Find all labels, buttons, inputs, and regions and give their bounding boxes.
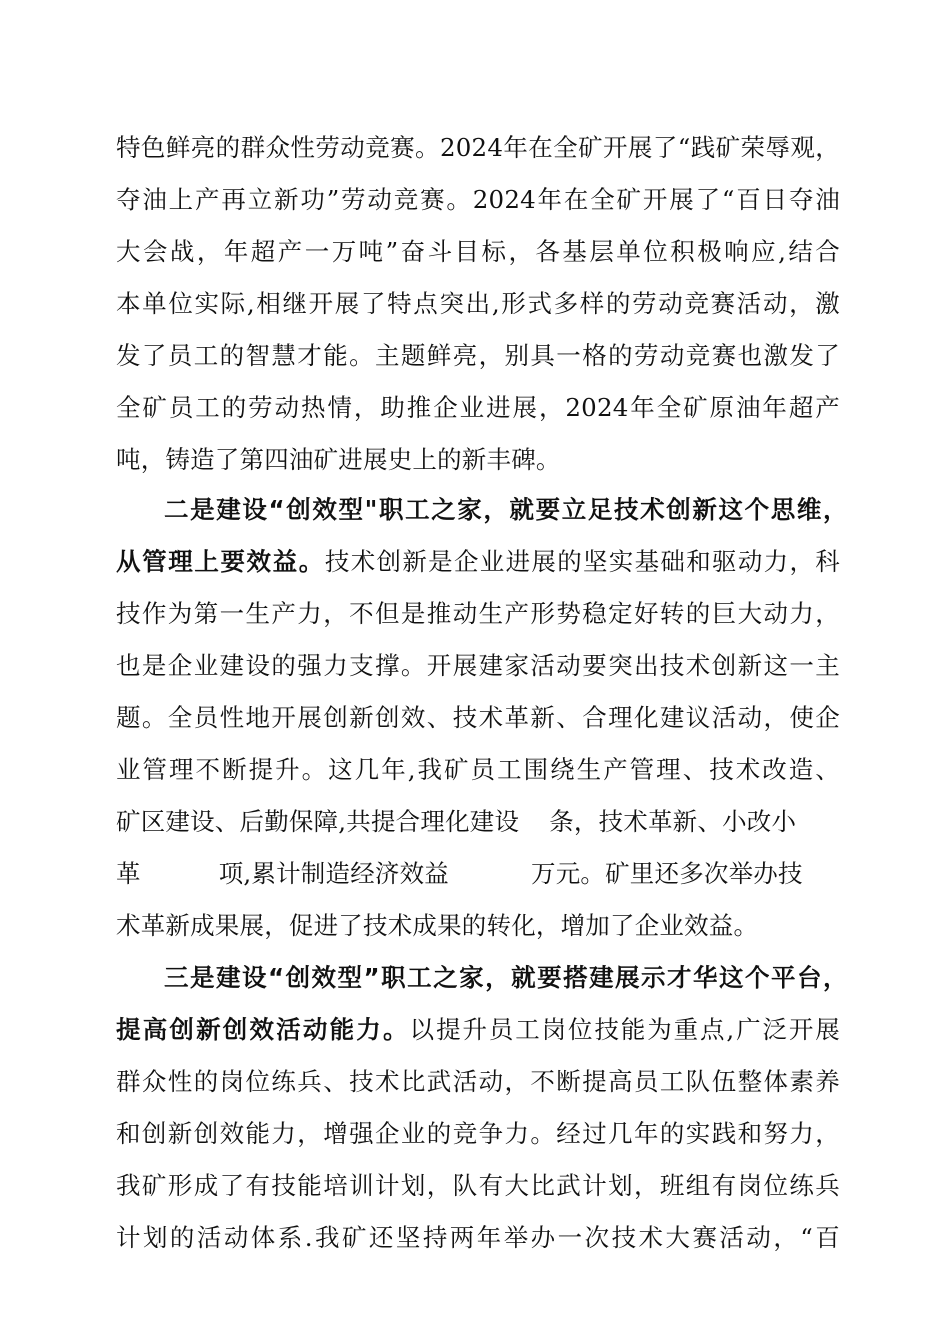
paragraph-1-line-7: 吨，铸造了第四油矿进展史上的新丰碑。 [116, 445, 561, 474]
paragraph-2-line-9: 术革新成果展，促进了技术成果的转化，增加了企业效益。 [116, 911, 759, 940]
paragraph-2-line-5: 题。全员性地开展创新创效、技术革新、合理化建议活动，使企 [116, 703, 840, 732]
paragraph-3-heading-line-1: 三是建设“创效型”职工之家，就要搭建展示才华这个平台， [164, 963, 848, 992]
paragraph-3-heading-line-2: 提高创新创效活动能力。 [116, 1015, 410, 1044]
paragraph-1-line-2: 夺油上产再立新功”劳动竞赛。2024年在全矿开展了“百日夺油 [116, 185, 840, 214]
paragraph-2-line-2 [116, 542, 840, 582]
paragraph-2-line-7-part-b: 条，技术革新、小改小 [549, 807, 797, 836]
paragraph-1-line-6: 全矿员工的劳动热情，助推企业进展，2024年全矿原油年超产 [116, 393, 840, 422]
paragraph-2-heading-line-1: 二是建设“创效型"职工之家，就要立足技术创新这个思维， [164, 495, 848, 524]
paragraph-3-line-2-text: 以提升员工岗位技能为重点,广泛开展 [409, 1015, 841, 1044]
paragraph-1-line-3: 大会战，年超产一万吨”奋斗目标，各基层单位积极响应,结合 [116, 237, 840, 266]
paragraph-2-line-8-part-c: 万元。矿里还多次举办技 [531, 859, 803, 888]
paragraph-3-line-5: 我矿形成了有技能培训计划，队有大比武计划，班组有岗位练兵 [116, 1171, 840, 1200]
paragraph-1-line-1: 特色鲜亮的群众性劳动竞赛。2024年在全矿开展了“践矿荣辱观， [116, 133, 840, 162]
paragraph-3-line-4: 和创新创效能力，增强企业的竞争力。经过几年的实践和努力， [116, 1119, 840, 1148]
paragraph-3-line-6: 计划的活动体系.我矿还坚持两年举办一次技术大赛活动，“百 [116, 1223, 840, 1252]
paragraph-2-line-7-part-a: 矿区建设、后勤保障,共提合理化建设 [116, 807, 520, 836]
paragraph-2-line-2-text: 技术创新是企业进展的坚实基础和驱动力，科 [324, 547, 840, 576]
paragraph-2-line-8 [116, 854, 840, 894]
paragraph-2-line-8-part-a: 革 [116, 859, 141, 888]
paragraph-1-line-4: 本单位实际,相继开展了特点突出,形式多样的劳动竞赛活动，激 [116, 289, 840, 318]
paragraph-2-line-7 [116, 802, 840, 842]
paragraph-2-line-4: 也是企业建设的强力支撑。开展建家活动要突出技术创新这一主 [116, 651, 840, 680]
paragraph-2-line-3: 技作为第一生产力，不但是推动生产形势稳定好转的巨大动力， [116, 599, 840, 628]
paragraph-2-line-8-part-b: 项,累计制造经济效益 [218, 859, 449, 888]
paragraph-3-line-3: 群众性的岗位练兵、技术比武活动，不断提高员工队伍整体素养 [116, 1067, 840, 1096]
paragraph-1-line-5: 发了员工的智慧才能。主题鲜亮，别具一格的劳动竞赛也激发了 [116, 341, 840, 370]
paragraph-2-heading-line-2: 从管理上要效益。 [116, 547, 325, 576]
paragraph-3-line-2 [116, 1010, 840, 1050]
paragraph-2-line-6: 业管理不断提升。这几年,我矿员工围绕生产管理、技术改造、 [116, 755, 840, 784]
